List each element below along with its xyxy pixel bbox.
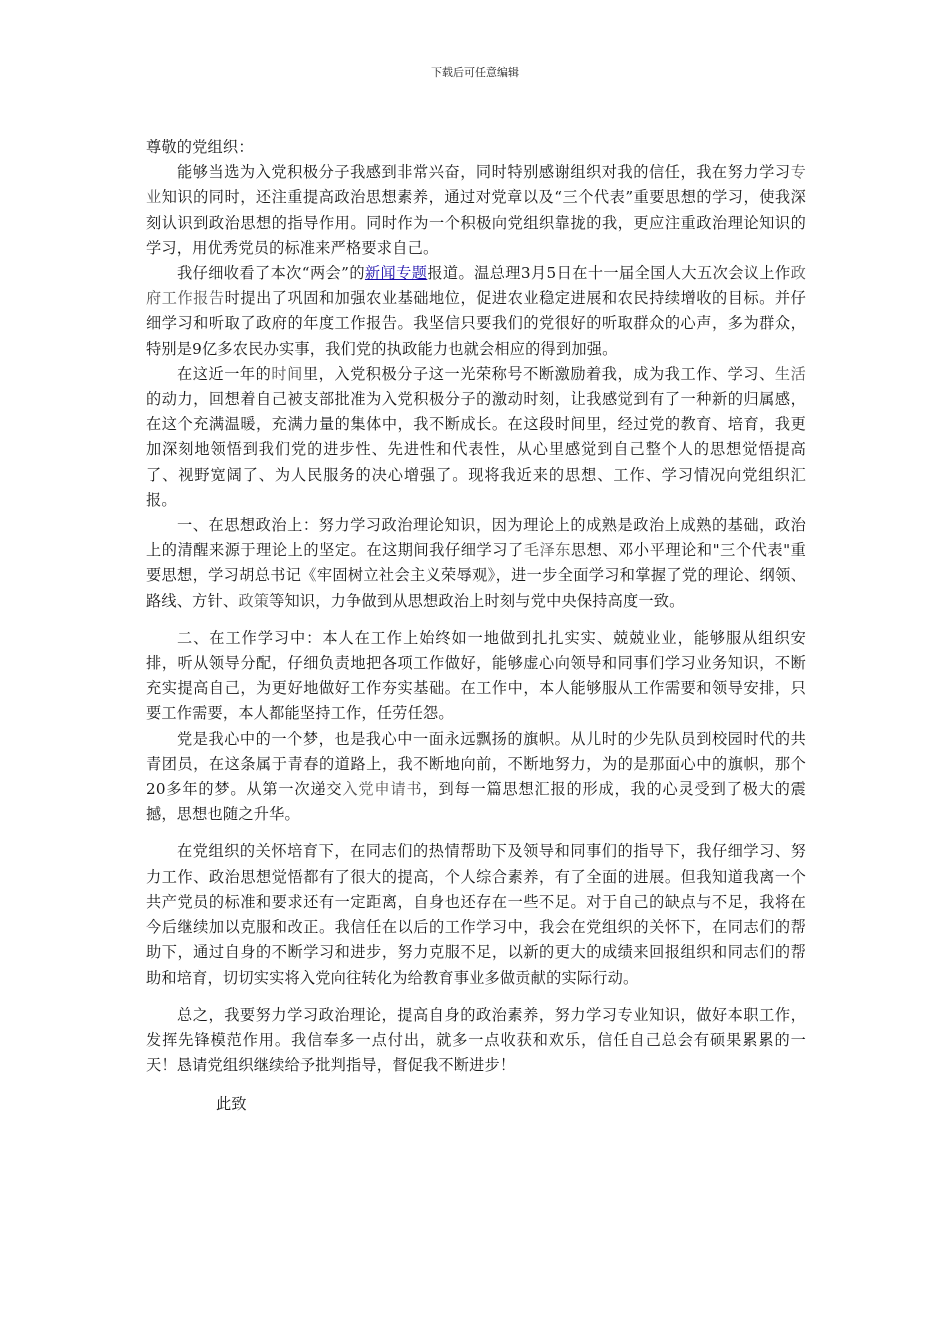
- keyword-mao: 毛泽东: [523, 541, 571, 560]
- news-special-link[interactable]: 新闻专题: [364, 264, 428, 283]
- paragraph-6: 党是我心中的一个梦，也是我心中一面永远飘扬的旗帜。从儿时的少先队员到校园时代的共青团员，在这条属于青春的道路上，我不断地向前，不断地努力，为的是那面心中的旗帜，那个20多年的梦。从第一次递交入党申请书，到每一篇思想汇报的形成，我的心灵受到了极大的震撼，思想也随之升华。: [146, 729, 806, 824]
- paragraph-2: 我仔细收看了本次“两会”的新闻专题报道。温总理3月5日在十一届全国人大五次会议上作政府工作报告时提出了巩固和加强农业基础地位，促进农业稳定进展和农民持续增收的目标。并仔细学习和听取了政府的年度工作报告。我坚信只要我们的党很好的听取群众的心声，多为群众，特别是9亿多农民办实事，我们党的执政能力也就会相应的得到加强。: [146, 264, 807, 358]
- keyword-time: 时间: [271, 364, 303, 383]
- closing: 此致: [216, 1095, 247, 1114]
- page-header-note: 下载后可任意编辑: [431, 66, 519, 79]
- keyword-policy: 政策: [238, 591, 270, 610]
- paragraph-7: 在党组织的关怀培育下，在同志们的热情帮助下及领导和同事们的指导下，我仔细学习、努力工作、政治思想觉悟都有了很大的提高，个人综合素养，有了全面的进展。但我知道我离一个共产党员的标准和要求还有一定距离，自身也还存在一些不足。对于自己的缺点与不足，我将在今后继续加以克服和改正。我信任在以后的工作学习中，我会在党组织的关怀下，在同志们的帮助下，通过自身的不断学习和进步，努力克服不足，以新的更大的成绩来回报组织和同志们的帮助和培育，切切实实将入党向往转化为给教育事业多做贡献的实际行动。: [146, 842, 806, 987]
- keyword-work-report: 政府工作报告: [146, 264, 806, 308]
- letter-body: [146, 135, 806, 1118]
- paragraph-5: 二、在工作学习中：本人在工作上始终如一地做到扎扎实实、兢兢业业，能够服从组织安排，听从领导分配，仔细负责地把各项工作做好，能够虚心向领导和同事们学习业务知识，不断充实提高自己，为更好地做好工作夯实基础。在工作中，本人能够服从工作需要和领导安排，只要工作需要，本人都能坚持工作，任劳任怨。: [146, 628, 806, 723]
- keyword-life: 生活: [774, 364, 806, 383]
- paragraph-1: 能够当选为入党积极分子我感到非常兴奋，同时特别感谢组织对我的信任，我在努力学习专业知识的同时，还注重提高政治思想素养，通过对党章以及“三个代表”重要思想的学习，使我深刻认识到政治思想的指导作用。同时作为一个积极向党组织靠拢的我，更应注重政治理论知识的学习，用优秀党员的标准来严格要求自己。: [146, 163, 806, 257]
- salutation: 尊敬的党组织：: [146, 138, 254, 156]
- paragraph-4: 一、在思想政治上：努力学习政治理论知识，因为理论上的成熟是政治上成熟的基础，政治上的清醒来源于理论上的坚定。在这期间我仔细学习了毛泽东思想、邓小平理论和"三个代表"重要思想，学习胡总书记《牢固树立社会主义荣辱观》，进一步全面学习和掌握了党的理论、纲领、路线、方针、政策等知识，力争做到从思想政治上时刻与党中央保持高度一致。: [146, 516, 806, 610]
- paragraph-3: 在这近一年的时间里，入党积极分子这一光荣称号不断激励着我，成为我工作、学习、生活的动力，回想着自己被支部批准为入党积极分子的激动时刻，让我感觉到有了一种新的归属感，在这个充满温暖，充满力量的集体中，我不断成长。在这段时间里，经过党的教育、培育，我更加深刻地领悟到我们党的进步性、先进性和代表性，从心里感觉到自己整个人的思想觉悟提高了、视野宽阔了、为人民服务的决心增强了。现将我近来的思想、工作、学习情况向党组织汇报。: [146, 364, 806, 509]
- keyword-application: 入党申请书: [342, 780, 423, 799]
- paragraph-8: 总之，我要努力学习政治理论，提高自身的政治素养，努力学习专业知识，做好本职工作，发挥先锋模范作用。我信奉多一点付出，就多一点收获和欢乐，信任自己总会有硕果累累的一天！恳请党组织继续给予批判指导，督促我不断进步！: [146, 1005, 806, 1075]
- keyword-professional: 专业: [146, 163, 806, 207]
